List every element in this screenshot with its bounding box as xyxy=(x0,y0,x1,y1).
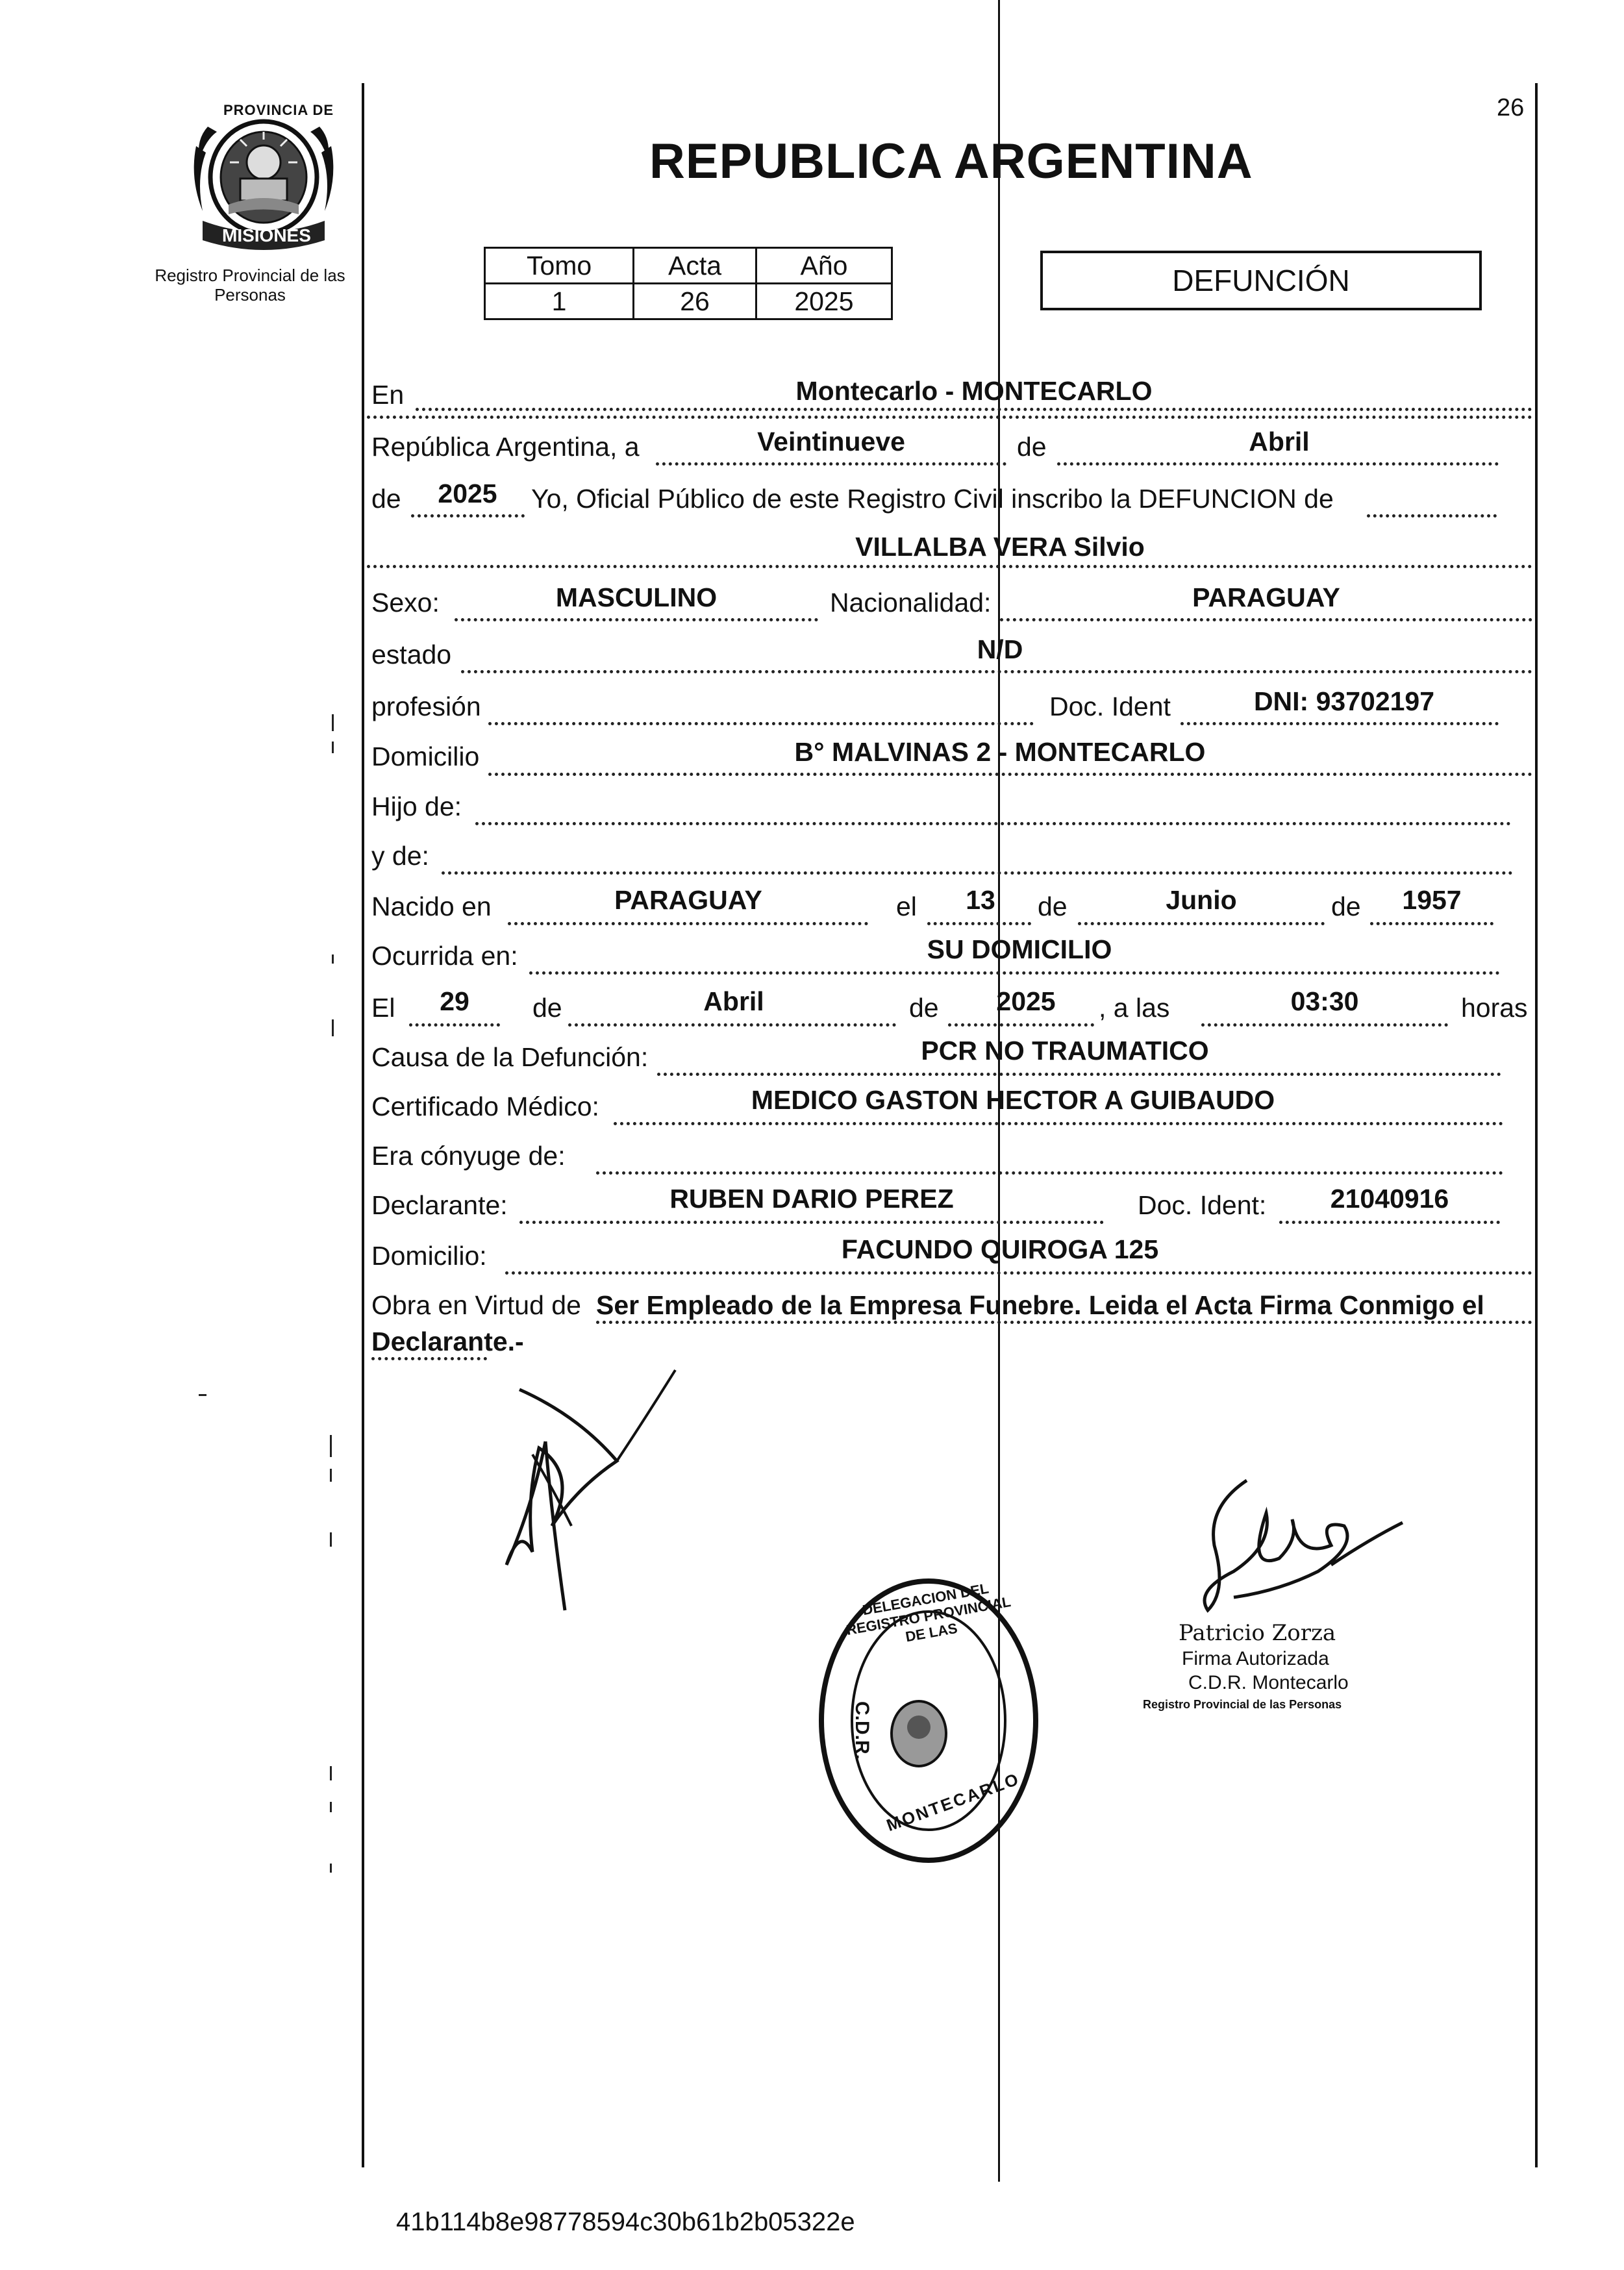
doc-ident2-label: Doc. Ident: xyxy=(1138,1190,1267,1220)
record-table xyxy=(484,247,893,320)
deceased-name-value: VILLALBA VERA Silvio xyxy=(855,532,1145,562)
margin-mark xyxy=(332,742,334,753)
death-day-dotted-line xyxy=(409,1023,500,1027)
de6-label: de xyxy=(909,993,939,1023)
domicilio2-value: FACUNDO QUIROGA 125 xyxy=(841,1234,1159,1264)
conyuge-dotted-line xyxy=(596,1171,1503,1175)
name-dotted-line xyxy=(367,565,1532,568)
signatory-line1: Firma Autorizada xyxy=(1182,1648,1329,1669)
declarant-signature xyxy=(481,1357,695,1617)
doc-ident-label: Doc. Ident xyxy=(1049,692,1171,721)
margin-mark xyxy=(330,1532,332,1547)
year-dotted-line xyxy=(411,514,525,518)
year-value: 2025 xyxy=(438,479,497,508)
sexo-value: MASCULINO xyxy=(555,582,718,612)
acta-header: Acta xyxy=(634,248,756,284)
day-words-value: Veintinueve xyxy=(757,427,905,456)
nacido-label: Nacido en xyxy=(371,892,492,921)
signatory-name: Patricio Zorza xyxy=(1179,1620,1336,1646)
doc-ident2-value: 21040916 xyxy=(1330,1184,1449,1214)
birth-month-value: Junio xyxy=(1166,885,1237,915)
certificado-dotted-line xyxy=(614,1122,1503,1125)
certificado-label: Certificado Médico: xyxy=(371,1091,599,1121)
country-heading: REPUBLICA ARGENTINA xyxy=(649,134,1253,189)
profesion-label: profesión xyxy=(371,692,481,721)
record-table-header-row xyxy=(485,248,892,284)
record-table-value-row xyxy=(485,284,892,319)
emblem-arc-text: PROVINCIA DE xyxy=(223,102,334,118)
registry-caption: Registro Provincial de las Personas xyxy=(155,266,345,305)
margin-mark xyxy=(199,1394,206,1396)
domicilio-label: Domicilio xyxy=(371,742,480,771)
month-value: Abril xyxy=(1249,427,1310,456)
margin-mark xyxy=(330,1864,332,1873)
birth-month-dotted-line xyxy=(1078,922,1325,925)
profesion-dotted-line xyxy=(488,722,1034,725)
domicilio2-dotted-line xyxy=(505,1271,1532,1275)
death-month-dotted-line xyxy=(568,1023,896,1027)
birth-day-dotted-line xyxy=(927,922,1031,925)
authorized-signature-icon xyxy=(1169,1461,1409,1623)
ocurrida-value: SU DOMICILIO xyxy=(927,934,1112,964)
death-year-dotted-line xyxy=(948,1023,1094,1027)
yde-dotted-line xyxy=(442,871,1513,875)
birth-year-dotted-line xyxy=(1370,922,1493,925)
doc-ident-dotted-line xyxy=(1181,722,1499,725)
obra-label: Obra en Virtud de xyxy=(371,1290,581,1320)
estado-value: N/D xyxy=(977,634,1023,664)
hijo-dotted-line xyxy=(475,822,1511,825)
death-year-value: 2025 xyxy=(996,986,1056,1016)
stamp-outer-text: DELEGACION DEL REGISTRO PROVINCIAL DE LAS xyxy=(845,1580,1012,1645)
ocurrida-dotted-line xyxy=(529,971,1500,975)
causa-label: Causa de la Defunción: xyxy=(371,1042,649,1072)
obra-line2-dotted-line xyxy=(371,1357,487,1360)
estado-dotted-line xyxy=(461,670,1532,673)
page-number: 26 xyxy=(1497,94,1525,121)
anio-header: Año xyxy=(756,248,892,284)
conyuge-label: Era cónyuge de: xyxy=(371,1141,566,1171)
margin-mark xyxy=(332,1019,334,1036)
stamp-inner-left: C.D.R. xyxy=(851,1701,873,1760)
ocurrida-label: Ocurrida en: xyxy=(371,941,518,971)
official-stamp xyxy=(812,1571,1045,1870)
en-label: En xyxy=(371,380,405,410)
hijo-label: Hijo de: xyxy=(371,792,462,821)
margin-mark xyxy=(330,1435,332,1457)
domicilio-dotted-line xyxy=(488,773,1532,776)
place-dotted-line xyxy=(416,408,1532,411)
margin-mark xyxy=(332,954,334,964)
document-hash: 41b114b8e98778594c30b61b2b05322e xyxy=(396,2208,855,2236)
month-dotted-line xyxy=(1057,462,1499,466)
stamp-inner-bottom: MONTECARLO xyxy=(884,1768,1023,1836)
signatory-line2: C.D.R. Montecarlo xyxy=(1188,1672,1349,1693)
margin-mark xyxy=(330,1766,332,1780)
nacionalidad-value: PARAGUAY xyxy=(1192,582,1340,612)
republica-label: República Argentina, a xyxy=(371,432,640,462)
yde-label: y de: xyxy=(371,841,429,871)
declarante-dotted-line xyxy=(519,1221,1104,1224)
acta-value: 26 xyxy=(634,284,756,319)
margin-mark xyxy=(330,1802,332,1812)
de3-label: de xyxy=(1038,892,1068,921)
anio-value: 2025 xyxy=(756,284,892,319)
domicilio-value: B° MALVINAS 2 - MONTECARLO xyxy=(794,737,1206,767)
causa-dotted-line xyxy=(657,1073,1501,1076)
birth-day-value: 13 xyxy=(966,885,995,915)
birth-year-value: 1957 xyxy=(1402,885,1462,915)
de4-label: de xyxy=(1331,892,1361,921)
tomo-value: 1 xyxy=(485,284,634,319)
margin-mark xyxy=(332,714,334,731)
nacionalidad-label: Nacionalidad: xyxy=(830,588,992,617)
row-separator xyxy=(367,416,1532,419)
record-type-box: DEFUNCIÓN xyxy=(1040,251,1482,310)
province-coat-of-arms xyxy=(177,101,351,256)
left-border-line xyxy=(362,83,364,2167)
certificado-value: MEDICO GASTON HECTOR A GUIBAUDO xyxy=(751,1085,1275,1115)
sexo-dotted-line xyxy=(455,618,818,621)
place-value: Montecarlo - MONTECARLO xyxy=(795,376,1153,406)
official-text: Yo, Oficial Público de este Registro Civil inscribo la DEFUNCION de xyxy=(531,484,1334,514)
horas-label: horas xyxy=(1461,993,1528,1023)
domicilio2-label: Domicilio: xyxy=(371,1241,487,1271)
tomo-header: Tomo xyxy=(485,248,634,284)
death-month-value: Abril xyxy=(703,986,764,1016)
margin-mark xyxy=(330,1469,332,1482)
de-label: de xyxy=(1017,432,1047,462)
estado-label: estado xyxy=(371,640,452,669)
a-las-label: , a las xyxy=(1099,993,1170,1023)
sexo-label: Sexo: xyxy=(371,588,440,617)
causa-value: PCR NO TRAUMATICO xyxy=(921,1036,1209,1066)
obra-dotted-line xyxy=(596,1321,1532,1324)
obra-line1: Ser Empleado de la Empresa Funebre. Leida el Acta Firma Conmigo el xyxy=(596,1290,1484,1320)
death-time-dotted-line xyxy=(1201,1023,1448,1027)
el-label: el xyxy=(896,892,917,921)
emblem-banner-text: MISIONES xyxy=(222,225,311,245)
death-day-value: 29 xyxy=(440,986,469,1016)
day-words-dotted-line xyxy=(656,462,1006,466)
de2-label: de xyxy=(371,484,401,514)
doc-ident-value: DNI: 93702197 xyxy=(1253,686,1435,716)
right-border-line xyxy=(1535,83,1538,2167)
declarante-value: RUBEN DARIO PEREZ xyxy=(669,1184,954,1214)
nacionalidad-dotted-line xyxy=(1000,618,1532,621)
official-trailing-dotted-line xyxy=(1367,514,1497,518)
obra-line2: Declarante.- xyxy=(371,1327,524,1356)
declarante-label: Declarante: xyxy=(371,1190,508,1220)
de5-label: de xyxy=(532,993,562,1023)
doc-ident2-dotted-line xyxy=(1279,1221,1500,1224)
nacido-value: PARAGUAY xyxy=(614,885,762,915)
el2-label: El xyxy=(371,993,395,1023)
signatory-line3: Registro Provincial de las Personas xyxy=(1143,1698,1342,1711)
death-time-value: 03:30 xyxy=(1290,986,1359,1016)
authorized-signature xyxy=(1169,1461,1409,1623)
nacido-dotted-line xyxy=(508,922,868,925)
declarant-signature-icon xyxy=(481,1357,695,1617)
